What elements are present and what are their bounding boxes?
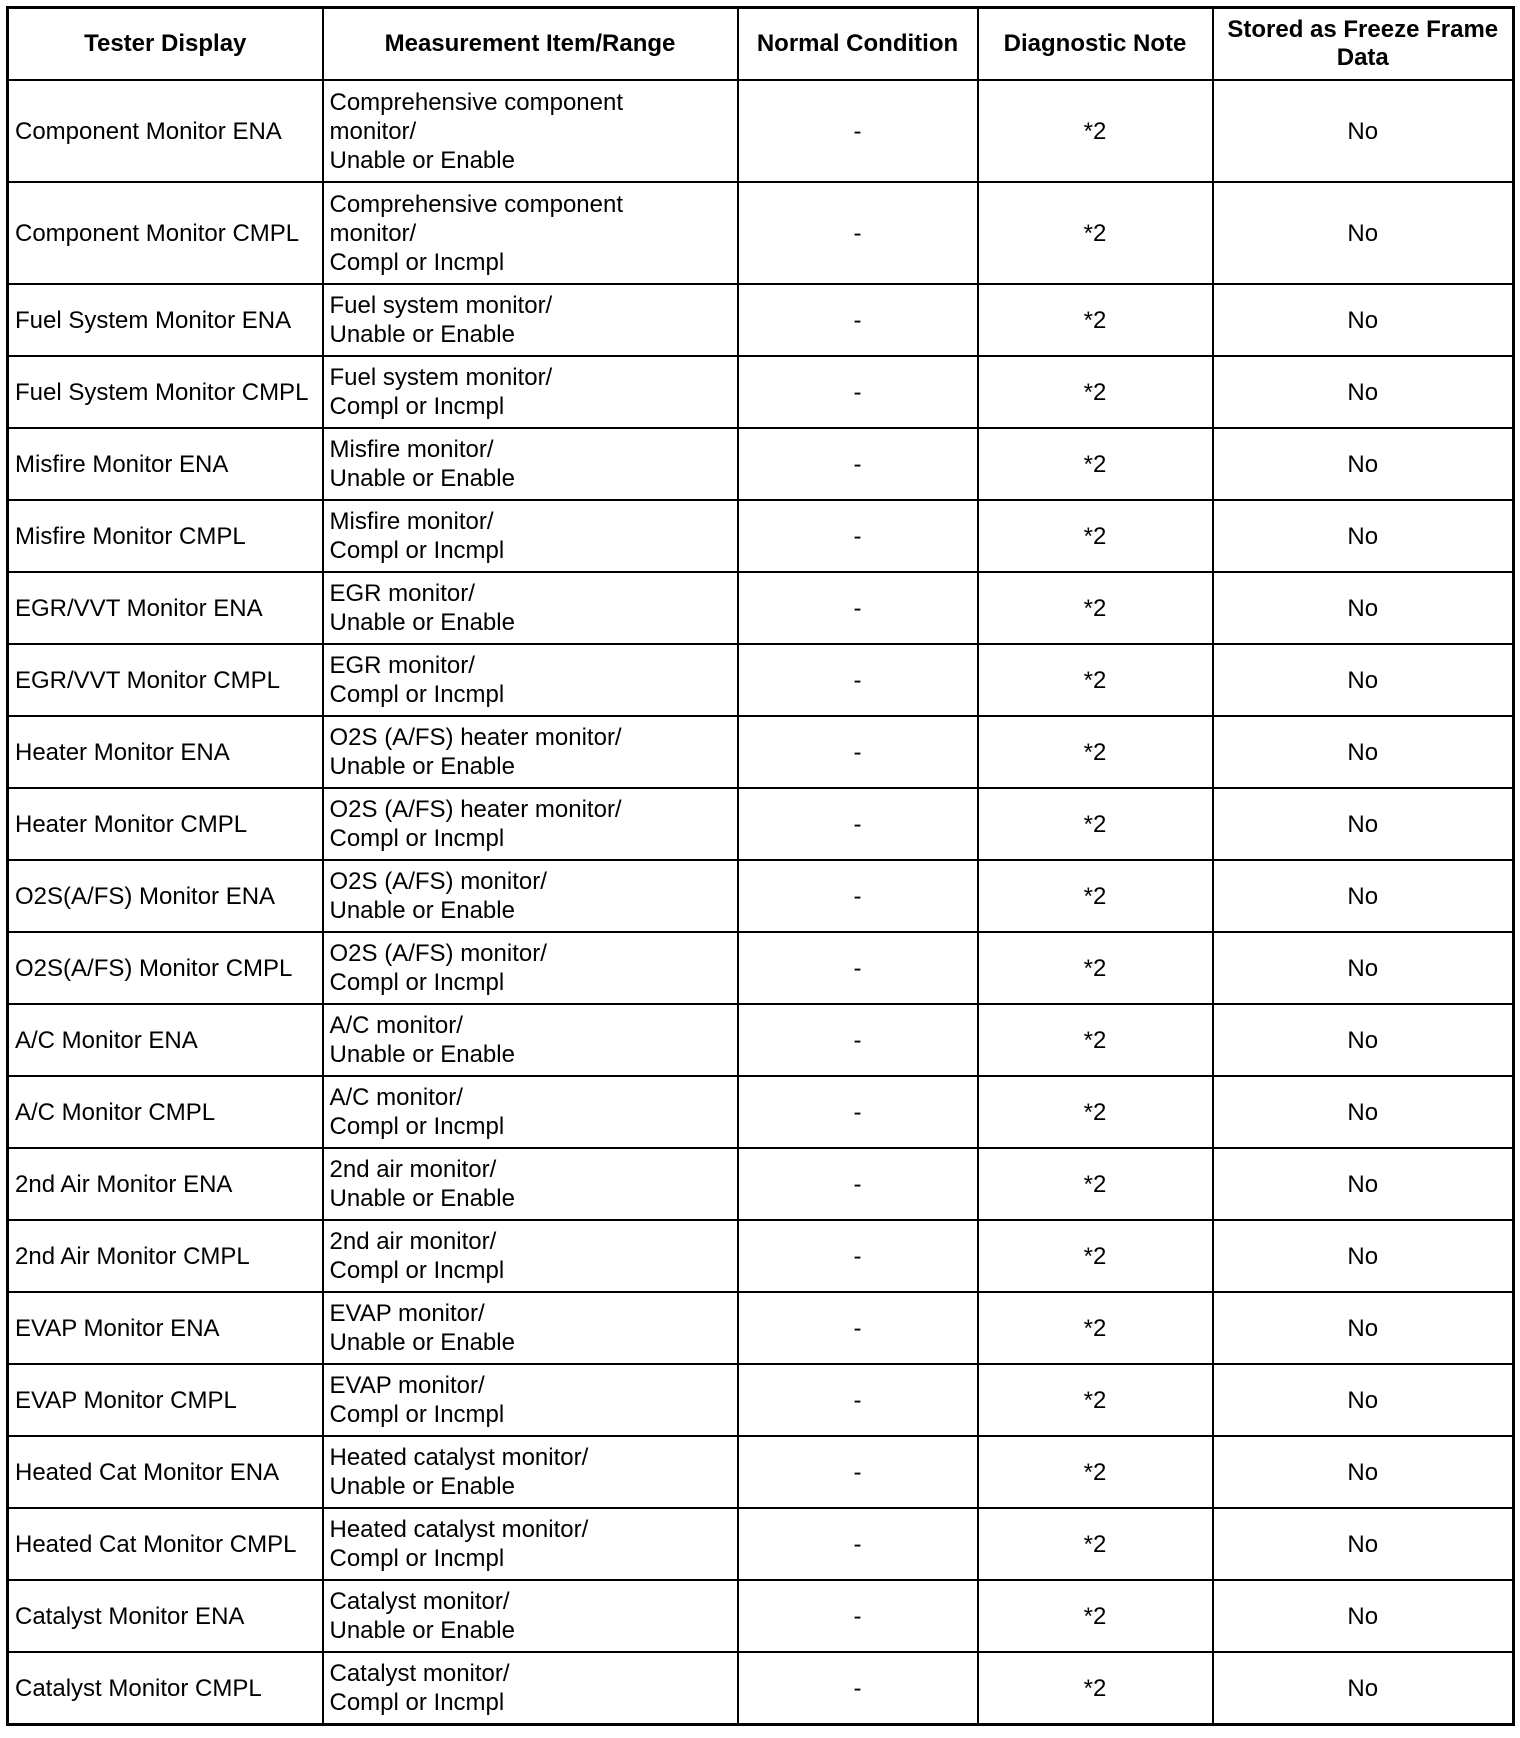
normal-condition-cell: - xyxy=(738,1580,978,1652)
table-row xyxy=(8,1508,1514,1580)
table-row xyxy=(8,1436,1514,1508)
normal-condition-cell: - xyxy=(738,356,978,428)
diagnostic-note-cell: *2 xyxy=(978,1652,1213,1725)
measurement-item-cell: EGR monitor/ Unable or Enable xyxy=(323,572,738,644)
table-row xyxy=(8,182,1514,284)
stored-freeze-frame-cell: No xyxy=(1213,1436,1514,1508)
stored-freeze-frame-cell: No xyxy=(1213,500,1514,572)
measurement-item-cell: A/C monitor/ Unable or Enable xyxy=(323,1004,738,1076)
normal-condition-cell: - xyxy=(738,1292,978,1364)
normal-condition-cell: - xyxy=(738,644,978,716)
measurement-item-cell: O2S (A/FS) heater monitor/ Compl or Incmpl xyxy=(323,788,738,860)
normal-condition-cell: - xyxy=(738,284,978,356)
tester-display-cell: Misfire Monitor CMPL xyxy=(8,500,323,572)
diagnostic-note-cell: *2 xyxy=(978,932,1213,1004)
stored-freeze-frame-cell: No xyxy=(1213,1292,1514,1364)
stored-freeze-frame-cell: No xyxy=(1213,932,1514,1004)
measurement-item-cell: O2S (A/FS) heater monitor/ Unable or Enable xyxy=(323,716,738,788)
table-row xyxy=(8,572,1514,644)
table-row xyxy=(8,1292,1514,1364)
normal-condition-cell: - xyxy=(738,716,978,788)
table-row xyxy=(8,1364,1514,1436)
tester-display-cell: O2S(A/FS) Monitor CMPL xyxy=(8,932,323,1004)
stored-freeze-frame-cell: No xyxy=(1213,1508,1514,1580)
stored-freeze-frame-cell: No xyxy=(1213,182,1514,284)
stored-freeze-frame-cell: No xyxy=(1213,1148,1514,1220)
normal-condition-cell: - xyxy=(738,80,978,182)
table-row xyxy=(8,644,1514,716)
table-row xyxy=(8,860,1514,932)
diagnostic-note-cell: *2 xyxy=(978,1220,1213,1292)
diagnostic-note-cell: *2 xyxy=(978,1580,1213,1652)
stored-freeze-frame-cell: No xyxy=(1213,80,1514,182)
tester-display-cell: Catalyst Monitor CMPL xyxy=(8,1652,323,1725)
measurement-item-cell: EGR monitor/ Compl or Incmpl xyxy=(323,644,738,716)
measurement-item-cell: Heated catalyst monitor/ Unable or Enable xyxy=(323,1436,738,1508)
normal-condition-cell: - xyxy=(738,1004,978,1076)
measurement-item-cell: Catalyst monitor/ Unable or Enable xyxy=(323,1580,738,1652)
normal-condition-cell: - xyxy=(738,1652,978,1725)
stored-freeze-frame-cell: No xyxy=(1213,1076,1514,1148)
stored-freeze-frame-cell: No xyxy=(1213,572,1514,644)
table-row xyxy=(8,284,1514,356)
stored-freeze-frame-cell: No xyxy=(1213,428,1514,500)
diagnostic-note-cell: *2 xyxy=(978,182,1213,284)
tester-display-cell: A/C Monitor ENA xyxy=(8,1004,323,1076)
measurement-item-cell: Comprehensive component monitor/ Compl or Incmpl xyxy=(323,182,738,284)
normal-condition-cell: - xyxy=(738,1220,978,1292)
tester-display-cell: Component Monitor ENA xyxy=(8,80,323,182)
normal-condition-cell: - xyxy=(738,860,978,932)
normal-condition-cell: - xyxy=(738,500,978,572)
diagnostic-note-cell: *2 xyxy=(978,860,1213,932)
diagnostic-note-cell: *2 xyxy=(978,80,1213,182)
diagnostic-data-table xyxy=(6,6,1515,1726)
table-row xyxy=(8,1580,1514,1652)
tester-display-cell: O2S(A/FS) Monitor ENA xyxy=(8,860,323,932)
header-stored-freeze-frame: Stored as Freeze Frame Data xyxy=(1213,8,1514,81)
normal-condition-cell: - xyxy=(738,1076,978,1148)
tester-display-cell: A/C Monitor CMPL xyxy=(8,1076,323,1148)
table-row xyxy=(8,1652,1514,1725)
tester-display-cell: Heater Monitor ENA xyxy=(8,716,323,788)
stored-freeze-frame-cell: No xyxy=(1213,356,1514,428)
table-row xyxy=(8,716,1514,788)
table-row xyxy=(8,428,1514,500)
stored-freeze-frame-cell: No xyxy=(1213,1220,1514,1292)
diagnostic-note-cell: *2 xyxy=(978,1436,1213,1508)
stored-freeze-frame-cell: No xyxy=(1213,860,1514,932)
tester-display-cell: Heater Monitor CMPL xyxy=(8,788,323,860)
diagnostic-note-cell: *2 xyxy=(978,1508,1213,1580)
header-normal-condition: Normal Condition xyxy=(738,8,978,81)
normal-condition-cell: - xyxy=(738,788,978,860)
stored-freeze-frame-cell: No xyxy=(1213,1652,1514,1725)
measurement-item-cell: Catalyst monitor/ Compl or Incmpl xyxy=(323,1652,738,1725)
diagnostic-note-cell: *2 xyxy=(978,428,1213,500)
diagnostic-note-cell: *2 xyxy=(978,1148,1213,1220)
normal-condition-cell: - xyxy=(738,428,978,500)
normal-condition-cell: - xyxy=(738,932,978,1004)
tester-display-cell: Fuel System Monitor ENA xyxy=(8,284,323,356)
tester-display-cell: EVAP Monitor ENA xyxy=(8,1292,323,1364)
measurement-item-cell: O2S (A/FS) monitor/ Compl or Incmpl xyxy=(323,932,738,1004)
table-row xyxy=(8,356,1514,428)
diagnostic-note-cell: *2 xyxy=(978,356,1213,428)
tester-display-cell: Catalyst Monitor ENA xyxy=(8,1580,323,1652)
table-row xyxy=(8,80,1514,182)
header-tester-display: Tester Display xyxy=(8,8,323,81)
diagnostic-note-cell: *2 xyxy=(978,644,1213,716)
tester-display-cell: EGR/VVT Monitor CMPL xyxy=(8,644,323,716)
normal-condition-cell: - xyxy=(738,572,978,644)
diagnostic-note-cell: *2 xyxy=(978,500,1213,572)
normal-condition-cell: - xyxy=(738,1148,978,1220)
tester-display-cell: 2nd Air Monitor CMPL xyxy=(8,1220,323,1292)
diagnostic-note-cell: *2 xyxy=(978,1076,1213,1148)
table-row xyxy=(8,1004,1514,1076)
tester-display-cell: Misfire Monitor ENA xyxy=(8,428,323,500)
measurement-item-cell: O2S (A/FS) monitor/ Unable or Enable xyxy=(323,860,738,932)
stored-freeze-frame-cell: No xyxy=(1213,788,1514,860)
tester-display-cell: Component Monitor CMPL xyxy=(8,182,323,284)
header-diagnostic-note: Diagnostic Note xyxy=(978,8,1213,81)
stored-freeze-frame-cell: No xyxy=(1213,644,1514,716)
measurement-item-cell: EVAP monitor/ Unable or Enable xyxy=(323,1292,738,1364)
measurement-item-cell: Misfire monitor/ Unable or Enable xyxy=(323,428,738,500)
header-row xyxy=(8,8,1514,81)
diagnostic-note-cell: *2 xyxy=(978,284,1213,356)
measurement-item-cell: A/C monitor/ Compl or Incmpl xyxy=(323,1076,738,1148)
stored-freeze-frame-cell: No xyxy=(1213,1580,1514,1652)
tester-display-cell: EGR/VVT Monitor ENA xyxy=(8,572,323,644)
diagnostic-note-cell: *2 xyxy=(978,1364,1213,1436)
tester-display-cell: Fuel System Monitor CMPL xyxy=(8,356,323,428)
measurement-item-cell: Fuel system monitor/ Unable or Enable xyxy=(323,284,738,356)
table-row xyxy=(8,1148,1514,1220)
normal-condition-cell: - xyxy=(738,182,978,284)
stored-freeze-frame-cell: No xyxy=(1213,1004,1514,1076)
stored-freeze-frame-cell: No xyxy=(1213,716,1514,788)
measurement-item-cell: Misfire monitor/ Compl or Incmpl xyxy=(323,500,738,572)
tester-display-cell: 2nd Air Monitor ENA xyxy=(8,1148,323,1220)
tester-display-cell: Heated Cat Monitor ENA xyxy=(8,1436,323,1508)
table-row xyxy=(8,932,1514,1004)
table-row xyxy=(8,500,1514,572)
diagnostic-note-cell: *2 xyxy=(978,788,1213,860)
measurement-item-cell: Comprehensive component monitor/ Unable or Enable xyxy=(323,80,738,182)
tester-display-cell: EVAP Monitor CMPL xyxy=(8,1364,323,1436)
measurement-item-cell: Heated catalyst monitor/ Compl or Incmpl xyxy=(323,1508,738,1580)
stored-freeze-frame-cell: No xyxy=(1213,1364,1514,1436)
measurement-item-cell: 2nd air monitor/ Unable or Enable xyxy=(323,1148,738,1220)
table-row xyxy=(8,1220,1514,1292)
tester-display-cell: Heated Cat Monitor CMPL xyxy=(8,1508,323,1580)
diagnostic-note-cell: *2 xyxy=(978,1292,1213,1364)
diagnostic-note-cell: *2 xyxy=(978,716,1213,788)
diagnostic-note-cell: *2 xyxy=(978,572,1213,644)
table-row xyxy=(8,1076,1514,1148)
header-measurement-item: Measurement Item/Range xyxy=(323,8,738,81)
normal-condition-cell: - xyxy=(738,1364,978,1436)
stored-freeze-frame-cell: No xyxy=(1213,284,1514,356)
table-row xyxy=(8,788,1514,860)
measurement-item-cell: Fuel system monitor/ Compl or Incmpl xyxy=(323,356,738,428)
measurement-item-cell: 2nd air monitor/ Compl or Incmpl xyxy=(323,1220,738,1292)
normal-condition-cell: - xyxy=(738,1436,978,1508)
normal-condition-cell: - xyxy=(738,1508,978,1580)
measurement-item-cell: EVAP monitor/ Compl or Incmpl xyxy=(323,1364,738,1436)
diagnostic-note-cell: *2 xyxy=(978,1004,1213,1076)
